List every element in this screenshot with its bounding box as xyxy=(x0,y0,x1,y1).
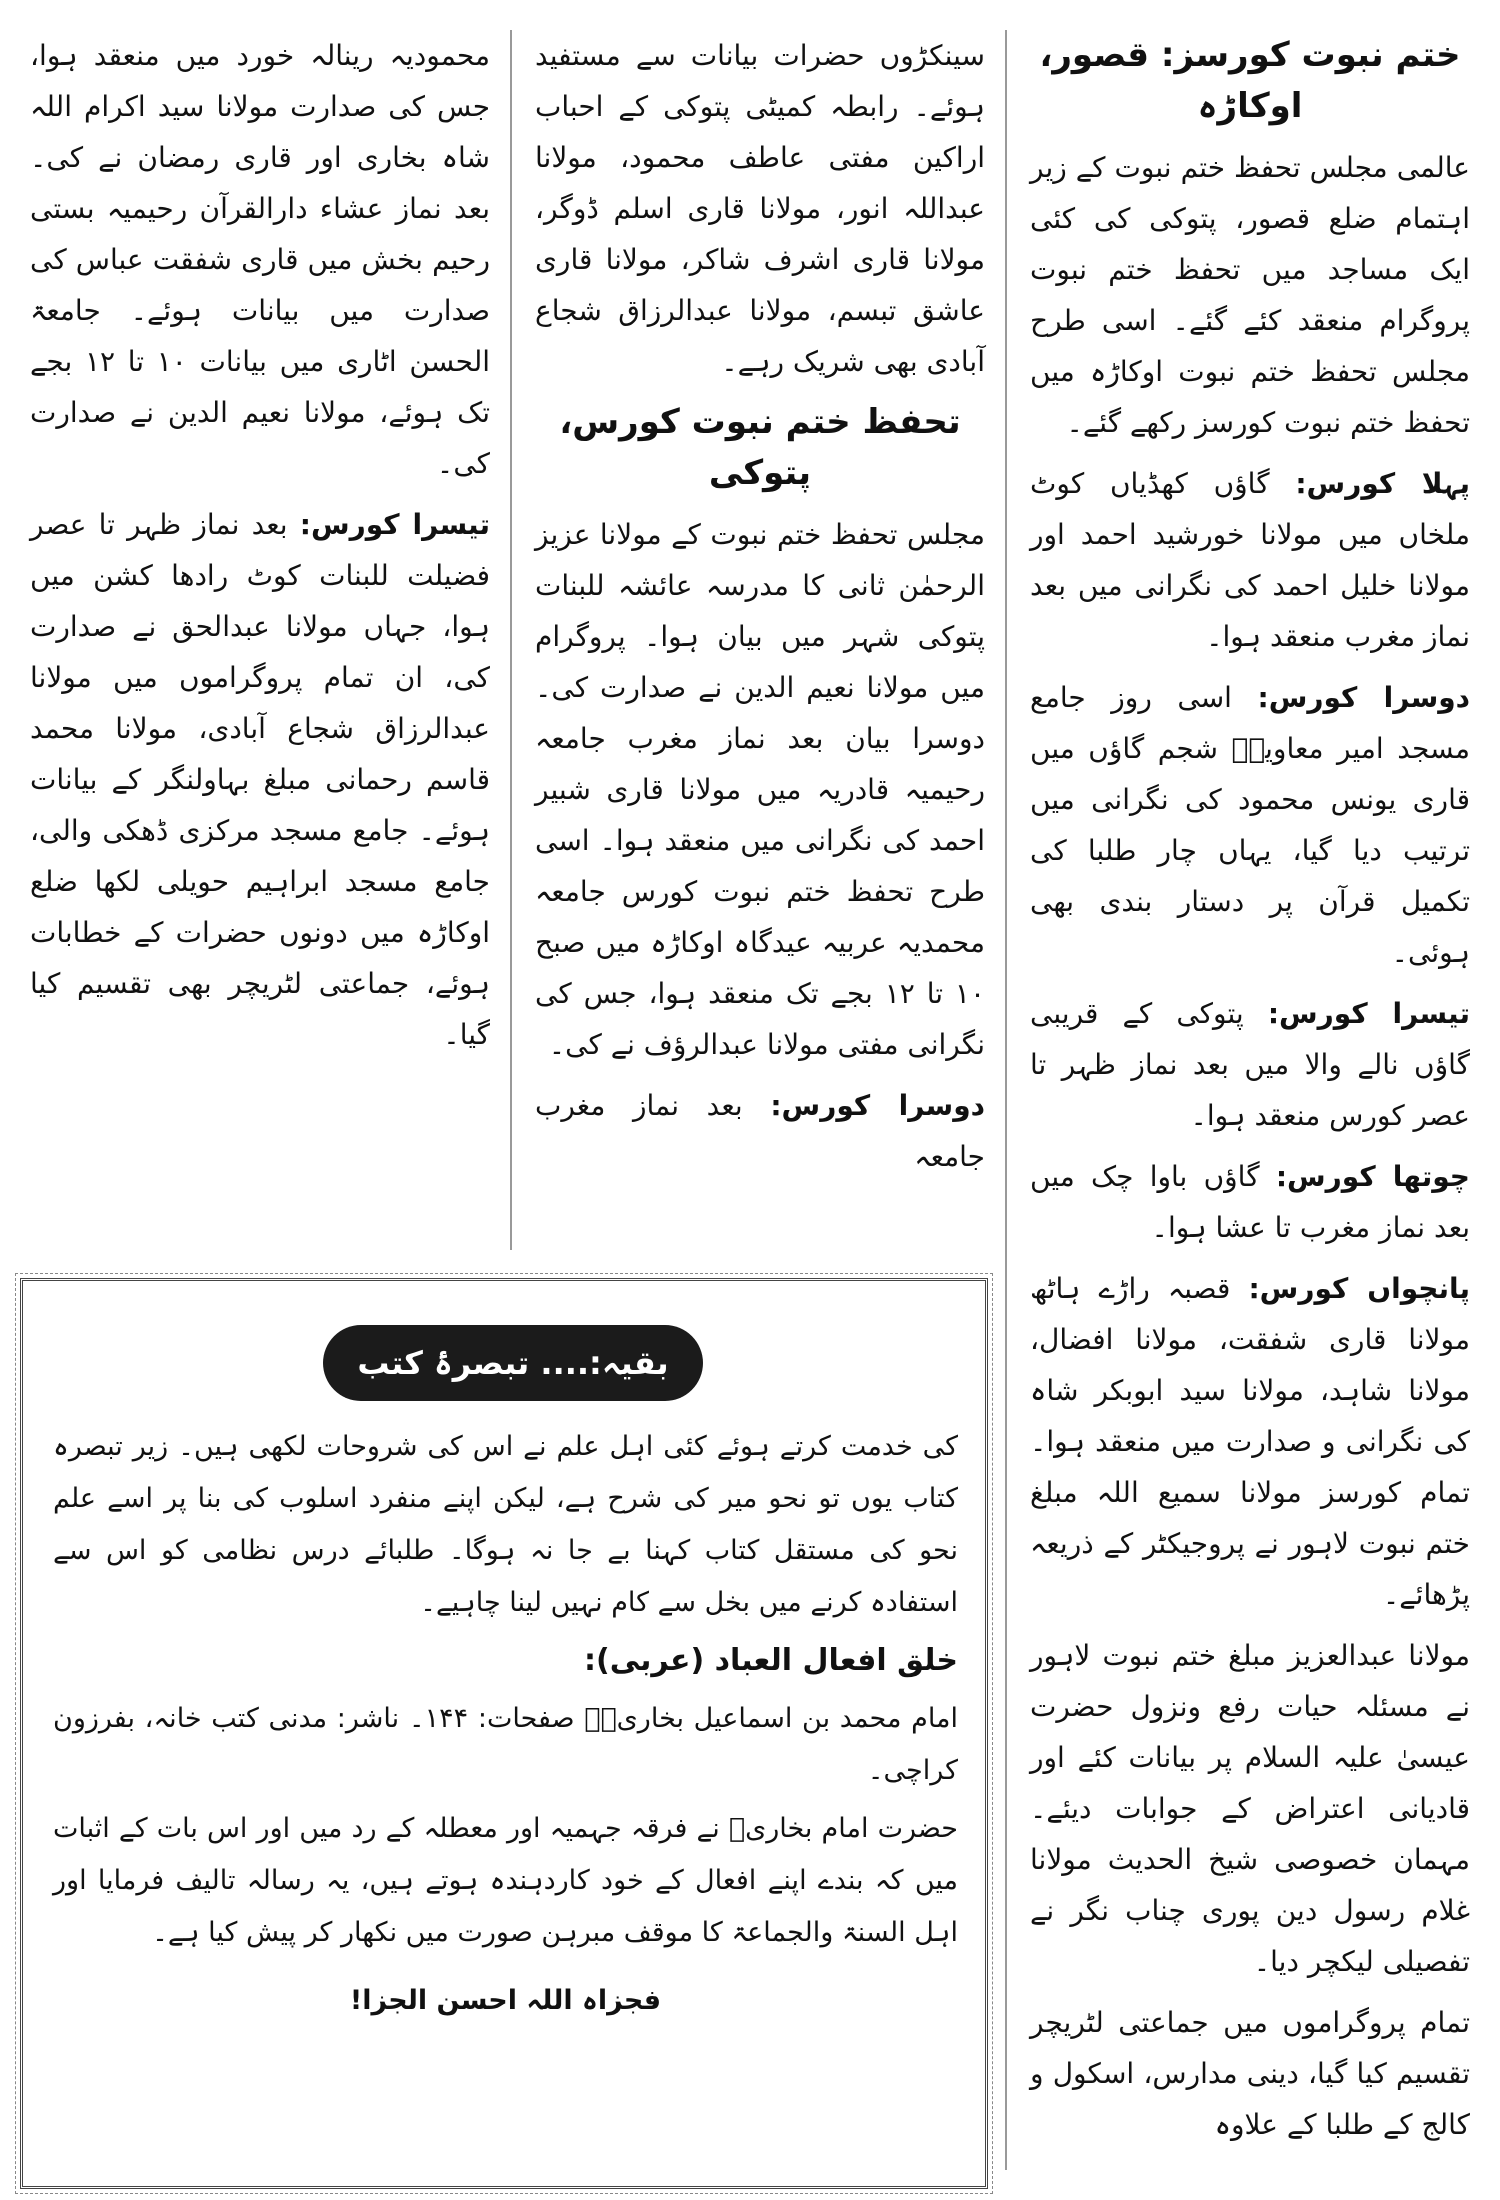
body-paragraph: تمام پروگراموں میں جماعتی لٹریچر تقسیم کیا گیا، دینی مدارس، اسکول و کالج کے طلبا کے علاوہ xyxy=(1030,2006,1470,2141)
body-paragraph: مولانا عبدالعزیز مبلغ ختم نبوت لاہور نے مسئلہ حیات رفع ونزول حضرت عیسیٰ علیہ السلام پر بیانات کئے اور قادیانی اعتراض کے جوابات دیئے۔ مہمان خصوصی شیخ الحدیث مولانا غلام رسول دین پوری چناب نگر نے تفصیلی لیکچر دیا۔ xyxy=(1030,1639,1470,1978)
course-paragraph xyxy=(1030,1263,1470,1620)
body-paragraph: سینکڑوں حضرات بیانات سے مستفید ہوئے۔ رابطہ کمیٹی پتوکی کے احباب اراکین مفتی عاطف محمود، مولانا عبداللہ انور، مولانا قاری اسلم ڈوگر، مولانا قاری اشرف شاکر، مولانا قاری عاشق تبسم، مولانا عبدالرزاق شجاع آبادی بھی شریک رہے۔ xyxy=(535,39,985,378)
course-paragraph xyxy=(1030,458,1470,662)
book-review-box xyxy=(20,1278,988,2189)
middle-column xyxy=(535,30,985,1192)
body-paragraph: محمودیہ رینالہ خورد میں منعقد ہوا، جس کی صدارت مولانا سید اکرام اللہ شاہ بخاری اور قاری رمضان نے کی۔ بعد نماز عشاء دارالقرآن رحیمیہ بستی رحیم بخش میں قاری شفقت عباس کی صدارت میں بیانات ہوئے۔ جامعۃ الحسن اٹاری میں بیانات ۱۰ تا ۱۲ بجے تک ہوئے، مولانا نعیم الدین نے صدارت کی۔ xyxy=(30,39,491,480)
course-text: پتوکی کے قریبی گاؤں نالے والا میں بعد نماز ظہر تا عصر کورس منعقد ہوا۔ xyxy=(1030,997,1470,1132)
intro-paragraph: عالمی مجلس تحفظ ختم نبوت کے زیر اہتمام ضلع قصور، پتوکی کی کئی ایک مساجد میں تحفظ ختم نبوت پروگرام منعقد کئے گئے۔ اسی طرح مجلس تحفظ ختم نبوت اوکاڑہ میں تحفظ ختم نبوت کورسز رکھے گئے۔ xyxy=(1030,151,1470,439)
right-column xyxy=(1030,30,1470,2160)
course-text: بعد نماز ظہر تا عصر فضیلت للبنات کوٹ رادھا کشن میں ہوا، جہاں مولانا عبدالحق نے صدارت کی، ان تمام پروگراموں میں مولانا عبدالرزاق شجاع آبادی، مولانا محمد قاسم رحمانی مبلغ بہاولنگر کے بیانات ہوئے۔ جامع مسجد مرکزی ڈھکی والی، جامع مسجد ابراہیم حویلی لکھا ضلع اوکاڑہ میں دونوں حضرات کے خطابات ہوئے، جماعتی لٹریچر بھی تقسیم کیا گیا۔ xyxy=(30,508,490,1051)
book-review-body xyxy=(53,1421,958,2033)
book-title: خلق افعال العباد (عربی): xyxy=(584,1643,958,1678)
left-column xyxy=(30,30,490,1070)
course-paragraph xyxy=(1030,1151,1470,1253)
course-paragraph xyxy=(535,1080,985,1182)
course-text: گاؤں باوا چک میں بعد نماز مغرب تا عشا ہوا۔ xyxy=(1030,1160,1470,1244)
course-label: دوسرا کورس: xyxy=(770,1089,985,1122)
course-label: تیسرا کورس: xyxy=(299,508,490,541)
course-label: پانچواں کورس: xyxy=(1248,1272,1470,1305)
column-divider xyxy=(1005,30,1007,2170)
article-heading-pattoki: تحفظ ختم نبوت کورس، پتوکی xyxy=(559,402,961,493)
course-label: پہلا کورس: xyxy=(1295,467,1470,500)
review-paragraph: حضرت امام بخاریؒ نے فرقہ جہمیہ اور معطلہ کے رد میں اور اس بات کے اثبات میں کہ بندے اپنے افعال کے خود کاردہندہ ہوتے ہیں، یہ رسالہ تالیف فرمایا اور اہل السنۃ والجماعۃ کا موقف مبرہن صورت میں نکھار کر پیش کیا ہے۔ xyxy=(53,1813,958,1948)
review-closing: فجزاہ اللہ احسن الجزا! xyxy=(349,1985,662,2016)
course-label: دوسرا کورس: xyxy=(1257,681,1470,714)
course-text: قصبہ راڑے ہاٹھ مولانا قاری شفقت، مولانا افضال، مولانا شاہد، مولانا سید ابوبکر شاہ کی نگرانی و صدارت میں منعقد ہوا۔ تمام کورسز مولانا سمیع اللہ مبلغ ختم نبوت لاہور نے پروجیکٹر کے ذریعہ پڑھائے۔ xyxy=(1030,1272,1470,1611)
course-label: چوتھا کورس: xyxy=(1275,1160,1470,1193)
course-text: اسی روز جامع مسجد امیر معاویہؓ شجم گاؤں میں قاری یونس محمود کی نگرانی میں ترتیب دیا گیا، یہاں چار طلبا کی تکمیل قرآن پر دستار بندی بھی ہوئی۔ xyxy=(1030,681,1470,969)
course-text: گاؤں کھڈیاں کوٹ ملخاں میں مولانا خورشید احمد اور مولانا خلیل احمد کی نگرانی میں بعد نماز مغرب منعقد ہوا۔ xyxy=(1030,467,1470,653)
body-paragraph: مجلس تحفظ ختم نبوت کے مولانا عزیز الرحمٰن ثانی کا مدرسہ عائشہ للبنات پتوکی شہر میں بیان ہوا۔ پروگرام میں مولانا نعیم الدین نے صدارت کی۔ دوسرا بیان بعد نماز مغرب جامعہ رحیمیہ قادریہ میں مولانا قاری شبیر احمد کی نگرانی میں منعقد ہوا۔ اسی طرح تحفظ ختم نبوت کورس جامعہ محمدیہ عربیہ عیدگاہ اوکاڑہ میں صبح ۱۰ تا ۱۲ بجے تک منعقد ہوا، جس کی نگرانی مفتی مولانا عبدالرؤف نے کی۔ xyxy=(535,518,985,1061)
course-label: تیسرا کورس: xyxy=(1267,997,1470,1030)
course-paragraph xyxy=(1030,672,1470,978)
course-paragraph xyxy=(30,499,490,1060)
column-divider xyxy=(510,30,512,1250)
article-heading-qasur-okara: ختم نبوت کورسز: قصور، اوکاڑہ xyxy=(1039,35,1461,126)
book-review-badge: بقیہ:.... تبصرۂ کتب xyxy=(323,1325,703,1401)
course-text: بعد نماز مغرب جامعہ xyxy=(535,1089,985,1173)
book-meta: امام محمد بن اسماعیل بخاریؒ۔ صفحات: ۱۴۴۔ ناشر: مدنی کتب خانہ، بفرزون کراچی۔ xyxy=(53,1703,959,1786)
review-paragraph: کی خدمت کرتے ہوئے کئی اہل علم نے اس کی شروحات لکھی ہیں۔ زیر تبصرہ کتاب یوں تو نحو میر کی شرح ہے، لیکن اپنے منفرد اسلوب کی بنا پر اسے علم نحو کی مستقل کتاب کہنا بے جا نہ ہوگا۔ طلبائے درس نظامی کو اس سے استفادہ کرنے میں بخل سے کام نہیں لینا چاہیے۔ xyxy=(53,1431,958,1618)
course-paragraph xyxy=(1030,988,1470,1141)
